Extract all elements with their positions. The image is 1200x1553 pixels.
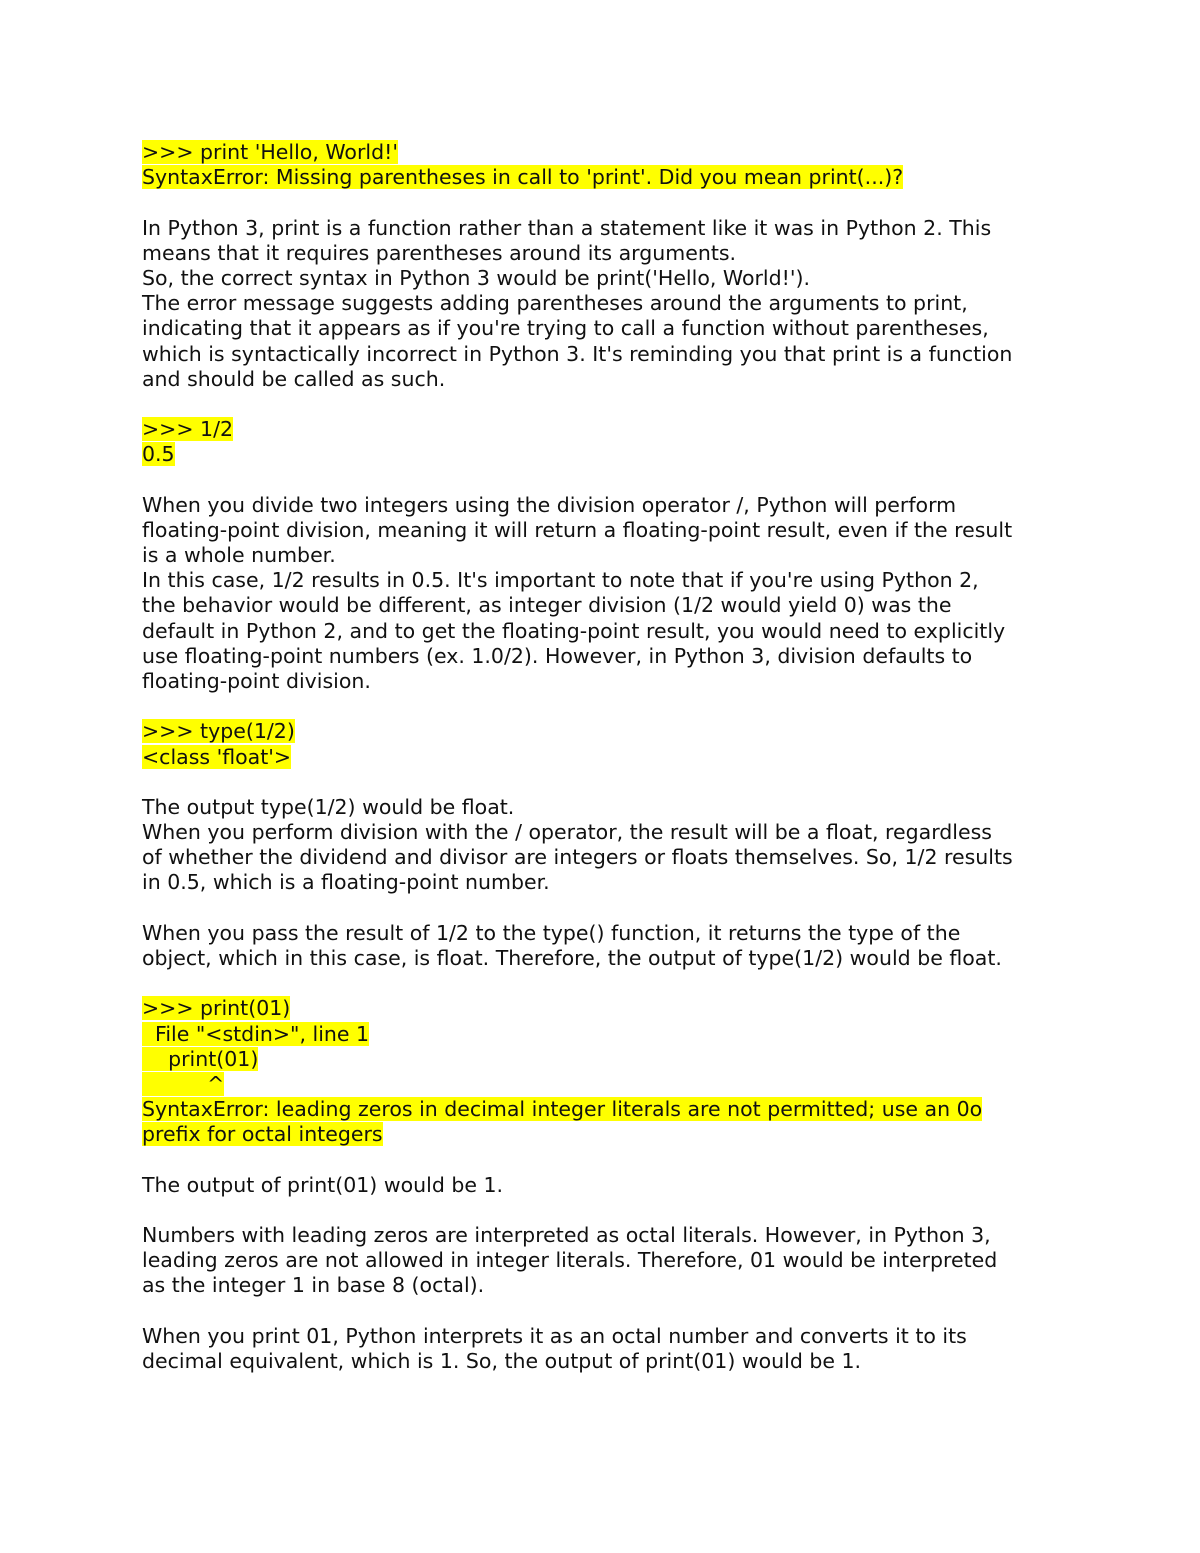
text-line: The output of print(01) would be 1. <box>142 1172 504 1197</box>
text-line: the behavior would be different, as integer division (1/2 would yield 0) was the <box>142 593 952 618</box>
text-line: decimal equivalent, which is 1. So, the output of print(01) would be 1. <box>142 1349 862 1373</box>
paragraph-division <box>142 493 1082 695</box>
text-line: in 0.5, which is a floating-point number. <box>142 870 550 895</box>
text-line: In Python 3, print is a function rather than a statement like it was in Python 2. This <box>142 215 992 240</box>
code-line: <class 'float'> <box>142 744 292 769</box>
text-line: means that it requires parentheses around its arguments. <box>142 240 737 265</box>
paragraph-octal <box>142 1223 1082 1299</box>
text-line: which is syntactically incorrect in Python 3. It's reminding you that print is a function <box>142 341 1013 366</box>
paragraph-spacer <box>142 1299 1082 1324</box>
paragraph-type-float <box>142 795 1082 896</box>
text-line: floating-point division, meaning it will return a floating-point result, even if the result <box>142 517 1013 542</box>
text-line: When you print 01, Python interprets it as an octal number and converts it to its <box>142 1323 967 1348</box>
paragraph-spacer <box>142 770 1082 795</box>
code-line: ^ <box>142 1071 225 1096</box>
paragraph-spacer <box>142 392 1082 417</box>
text-line: When you pass the result of 1/2 to the type() function, it returns the type of the <box>142 920 961 945</box>
paragraph-spacer <box>142 971 1082 996</box>
text-line: indicating that it appears as if you're trying to call a function without parentheses, <box>142 316 989 341</box>
text-line: leading zeros are not allowed in integer literals. Therefore, 01 would be interpreted <box>142 1248 998 1273</box>
paragraph-spacer <box>142 1198 1082 1223</box>
text-line: default in Python 2, and to get the floating-point result, you would need to explicitly <box>142 618 1006 643</box>
paragraph-print-function <box>142 216 1082 392</box>
text-line: object, which in this case, is float. Therefore, the output of type(1/2) would be float. <box>142 946 1002 970</box>
code-block-print-hello <box>142 140 1082 190</box>
code-block-division <box>142 417 1082 467</box>
code-line: SyntaxError: Missing parentheses in call to 'print'. Did you mean print(...)? <box>142 165 904 190</box>
text-line: is a whole number. <box>142 543 336 567</box>
text-line: So, the correct syntax in Python 3 would be print('Hello, World!'). <box>142 265 811 290</box>
document-page <box>142 140 1082 1374</box>
text-line: When you perform division with the / operator, the result will be a float, regardless <box>142 820 992 845</box>
code-line: prefix for octal integers <box>142 1122 383 1147</box>
text-line: as the integer 1 in base 8 (octal). <box>142 1273 485 1298</box>
code-block-leading-zero <box>142 996 1082 1147</box>
code-line: File "<stdin>", line 1 <box>142 1021 370 1046</box>
text-line: floating-point division. <box>142 668 371 693</box>
paragraph-spacer <box>142 896 1082 921</box>
paragraph-spacer <box>142 467 1082 492</box>
text-line: and should be called as such. <box>142 366 446 391</box>
text-line: When you divide two integers using the division operator /, Python will perform <box>142 492 957 517</box>
text-line: Numbers with leading zeros are interpreted as octal literals. However, in Python 3, <box>142 1223 991 1248</box>
code-line: >>> type(1/2) <box>142 719 295 744</box>
text-line: of whether the dividend and divisor are integers or floats themselves. So, 1/2 results <box>142 845 1013 870</box>
paragraph-spacer <box>142 694 1082 719</box>
code-line: print(01) <box>142 1046 259 1071</box>
paragraph-spacer <box>142 190 1082 215</box>
code-line: >>> print 'Hello, World!' <box>142 140 398 164</box>
text-line: use floating-point numbers (ex. 1.0/2). However, in Python 3, division defaults to <box>142 643 973 668</box>
text-line: The error message suggests adding parentheses around the arguments to print, <box>142 291 968 316</box>
paragraph-type-function <box>142 921 1082 971</box>
text-line: In this case, 1/2 results in 0.5. It's important to note that if you're using Python 2, <box>142 568 979 593</box>
code-block-type <box>142 719 1082 769</box>
paragraph-spacer <box>142 1148 1082 1173</box>
code-line: SyntaxError: leading zeros in decimal integer literals are not permitted; use an 0o <box>142 1097 983 1122</box>
code-line: 0.5 <box>142 442 175 467</box>
text-line: The output type(1/2) would be float. <box>142 794 515 819</box>
code-line: >>> print(01) <box>142 996 291 1021</box>
paragraph-print-output <box>142 1173 1082 1198</box>
paragraph-print-01 <box>142 1324 1082 1374</box>
code-line: >>> 1/2 <box>142 417 234 442</box>
